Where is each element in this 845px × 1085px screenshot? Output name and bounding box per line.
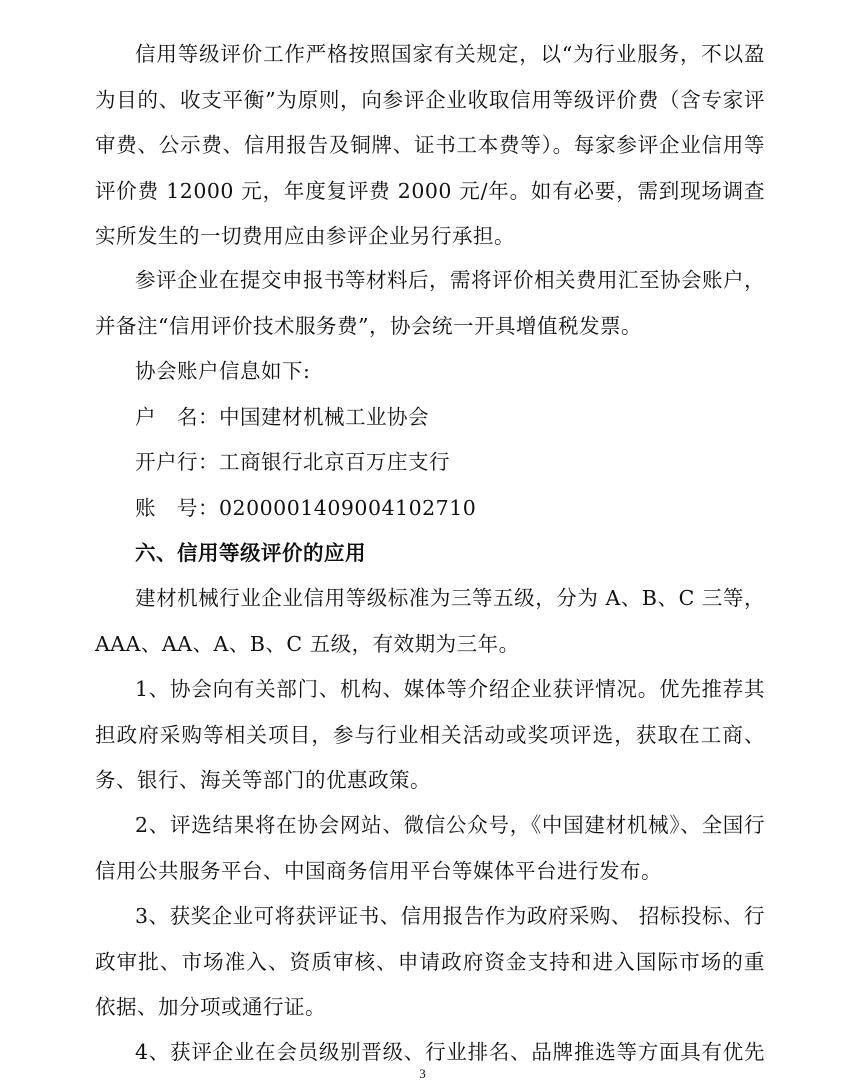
item1-line-3: 务、银行、海关等部门的优惠政策。 bbox=[95, 768, 431, 792]
fees-line-4: 评价费 12000 元，年度复评费 2000 元/年。如有必要，需到现场调查 bbox=[95, 179, 765, 203]
payment-line-1: 参评企业在提交申报书等材料后，需将评价相关费用汇至协会账户， bbox=[135, 268, 765, 292]
item1-line-1: 1、协会向有关部门、机构、媒体等介绍企业获评情况。优先推荐其 bbox=[135, 677, 765, 701]
item4-line-1: 4、获评企业在会员级别晋级、行业排名、品牌推选等方面具有优先 bbox=[135, 1040, 765, 1064]
item3-line-3: 依据、加分项或通行证。 bbox=[95, 995, 326, 1019]
account-number: 账 号：0200001409004102710 bbox=[135, 496, 477, 520]
item1-line-2: 担政府采购等相关项目，参与行业相关活动或奖项评选，获取在工商、 bbox=[95, 723, 765, 747]
item2-line-2: 信用公共服务平台、中国商务信用平台等媒体平台进行发布。 bbox=[95, 859, 662, 883]
account-intro: 协会账户信息如下: bbox=[135, 359, 311, 383]
account-bank: 开户行：工商银行北京百万庄支行 bbox=[135, 450, 450, 474]
fees-line-3: 审费、公示费、信用报告及铜牌、证书工本费等）。每家参评企业信用等 bbox=[95, 133, 765, 157]
standard-line-1: 建材机械行业企业信用等级标准为三等五级，分为 A、B、C 三等， bbox=[135, 586, 765, 610]
item3-line-1: 3、获奖企业可将获评证书、信用报告作为政府采购、 招标投标、行 bbox=[135, 904, 765, 928]
page-number: 3 bbox=[419, 1066, 426, 1081]
payment-line-2: 并备注“信用评价技术服务费”，协会统一开具增值税发票。 bbox=[95, 314, 642, 338]
standard-line-2: AAA、AA、A、B、C 五级，有效期为三年。 bbox=[95, 632, 520, 656]
account-name: 户 名：中国建材机械工业协会 bbox=[135, 405, 429, 429]
fees-line-1: 信用等级评价工作严格按照国家有关规定，以“为行业服务，不以盈 bbox=[135, 42, 765, 66]
fees-line-5: 实所发生的一切费用应由参评企业另行承担。 bbox=[95, 224, 515, 248]
item3-line-2: 政审批、市场准入、资质审核、申请政府资金支持和进入国际市场的重 bbox=[95, 950, 765, 974]
fees-line-2: 为目的、收支平衡”为原则，向参评企业收取信用等级评价费（含专家评 bbox=[95, 88, 765, 112]
item2-line-1: 2、评选结果将在协会网站、微信公众号，《中国建材机械》、全国行 bbox=[135, 813, 765, 837]
section-heading: 六、信用等级评价的应用 bbox=[135, 541, 366, 565]
